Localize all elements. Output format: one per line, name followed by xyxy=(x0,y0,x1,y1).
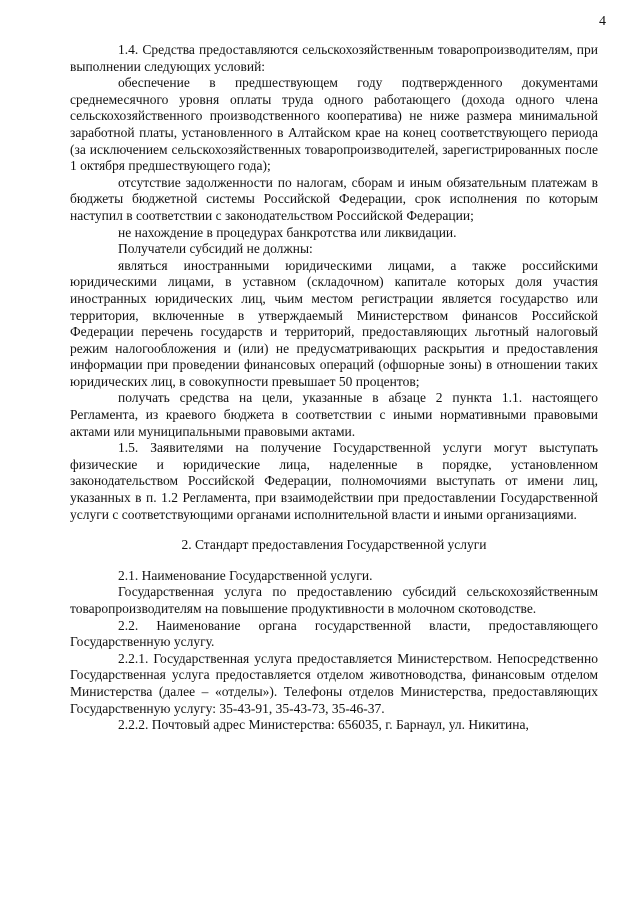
paragraph-2-2: 2.2. Наименование органа государственной власти, предоставляющего Государственную услугу. xyxy=(70,617,598,650)
paragraph-other-funds: получать средства на цели, указанные в абзаце 2 пункта 1.1. настоящего Регламента, из краевого бюджета в соответствии с иными нормативными правовыми актами или муниципальными правовыми актами. xyxy=(70,390,598,439)
paragraph-1-5: 1.5. Заявителями на получение Государственной услуги могут выступать физические и юридические лица, наделенные в порядке, установленном законодательством Российской Федерации, полномочиями выступать от имени лиц, указанных в п. 1.2 Регламента, при взаимодействии при предоставлении Государственной услуги с соответствующими органами исполнительной власти и иными организациями. xyxy=(70,440,598,522)
page-number: 4 xyxy=(599,14,606,29)
paragraph-1-4: 1.4. Средства предоставляются сельскохозяйственным товаропроизводителям, при выполнении следующих условий: xyxy=(70,42,598,74)
paragraph-condition-wages: обеспечение в предшествующем году подтвержденного документами среднемесячного уровня оплаты труда одного работающего (дохода одного члена сельскохозяйственного производственного кооператива) не ниже размера минимальной заработной платы, установленного в Алтайском крае на конец соответствующего периода (за исключением сельскохозяйственных товаропроизводителей, зарегистрированных после 1 октября предшествующего года); xyxy=(70,75,598,174)
paragraph-condition-no-bankruptcy: не нахождение в процедурах банкротства или ликвидации. xyxy=(118,224,457,240)
paragraph-recipients-must-not: Получатели субсидий не должны: xyxy=(118,241,313,257)
paragraph-condition-no-debt: отсутствие задолженности по налогам, сборам и иным обязательным платежам в бюджеты бюджетной системы Российской Федерации, срок исполнения по которым наступил в соответствии с законодательством Российской Федерации; xyxy=(70,174,598,223)
paragraph-2-1: 2.1. Наименование Государственной услуги. xyxy=(118,567,373,583)
paragraph-2-2-1: 2.2.1. Государственная услуга предоставляется Министерством. Непосредственно Государственная услуга предоставляется отделом животноводства, финансовым отделом Министерства (далее – «отделы»). Телефоны отделов Министерства, предоставляющих Государственную услугу: 35-43-91, 35-43-73, 35-46-37. xyxy=(70,650,598,716)
section-heading: 2. Стандарт предоставления Государственной услуги xyxy=(181,537,487,553)
paragraph-2-2-2: 2.2.2. Почтовый адрес Министерства: 656035, г. Барнаул, ул. Никитина, xyxy=(118,717,529,733)
paragraph-service-name: Государственная услуга по предоставлению субсидий сельскохозяйственным товаропроизводителям на повышение продуктивности в молочном скотоводстве. xyxy=(70,584,598,616)
document-body xyxy=(70,42,598,734)
paragraph-foreign-entities: являться иностранными юридическими лицами, а также российскими юридическими лицами, в уставном (складочном) капитале которых доля участия иностранных юридических лиц, чьим местом регистрации является государство или территория, включенные в утверждаемый Министерством финансов Российской Федерации перечень государств и территорий, предоставляющих льготный налоговый режим налогообложения и (или) не предусматривающих раскрытия и предоставления информации при проведении финансовых операций (офшорные зоны) в отношении таких юридических лиц, в совокупности превышает 50 процентов; xyxy=(70,257,598,389)
